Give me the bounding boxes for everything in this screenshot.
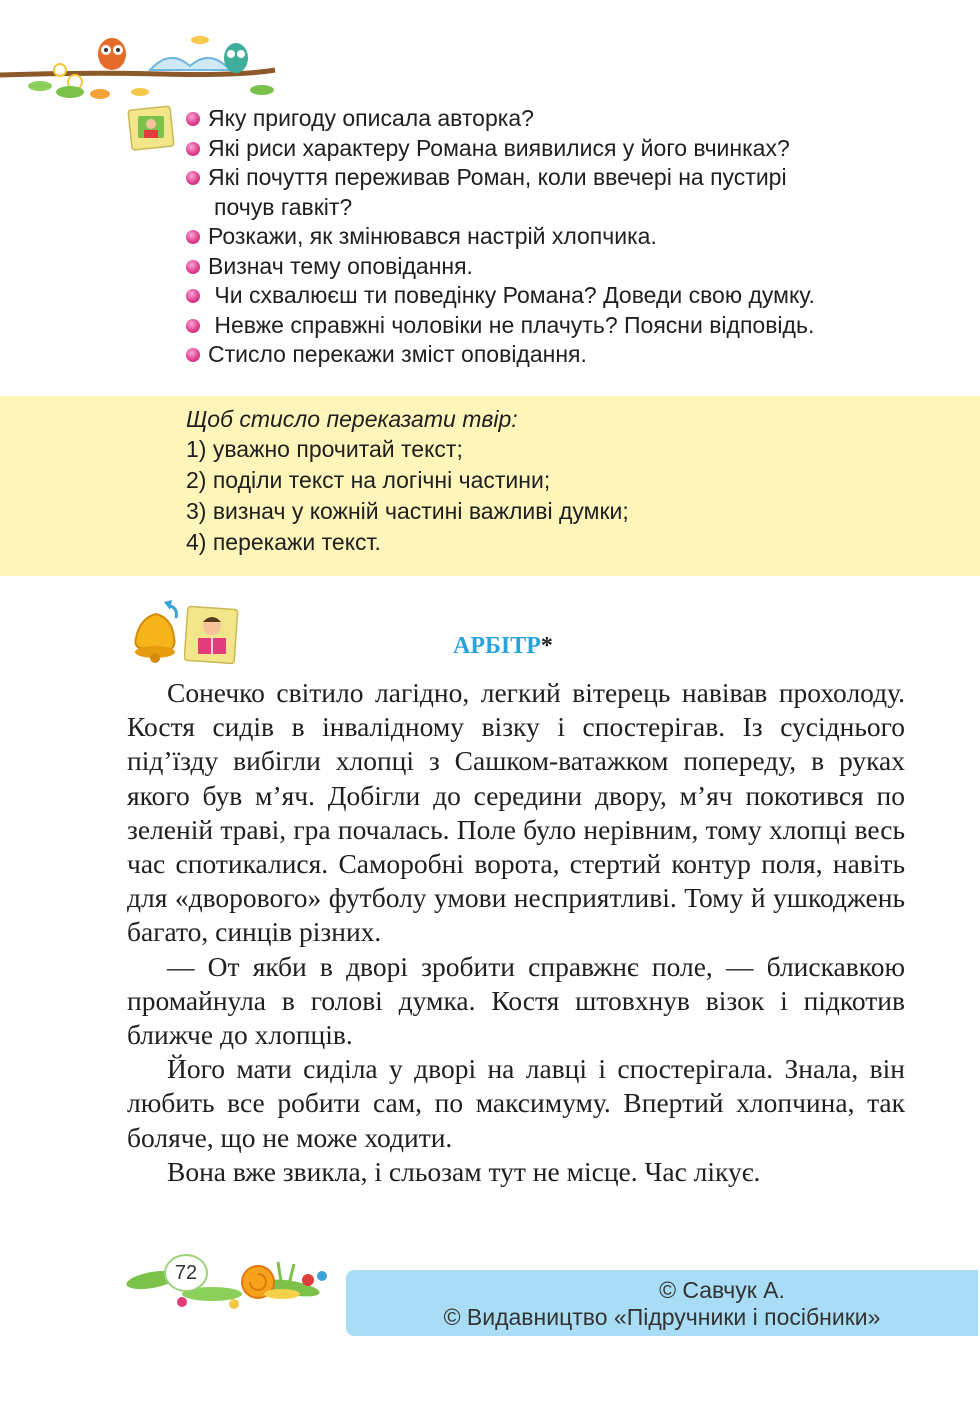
copyright-box	[346, 1270, 978, 1336]
flowers-snail-illustration	[122, 1236, 334, 1312]
footnote-mark: *	[540, 633, 553, 659]
branch-owls-book-illustration	[0, 30, 280, 110]
question-item: Які риси характеру Романа виявилися у його вчинках?	[186, 134, 946, 164]
story-paragraph: Вона вже звикла, і сльозам тут не місце. Час лікує.	[167, 1155, 761, 1187]
story-paragraph: — От якби в дворі зробити справжнє поле, — блискавкою промайнула в голові думка. Костя штовхнув візок і підкотив ближче до хлопців.	[127, 950, 905, 1051]
tip-step: 4) перекажи текст.	[186, 529, 381, 555]
tip-step: 1) уважно прочитай текст;	[186, 436, 463, 462]
bullet-icon	[186, 348, 200, 362]
question-item: Невже справжні чоловіки не плачуть? Поясни відповідь.	[186, 311, 946, 341]
tip-title: Щоб стисло переказати твір:	[186, 406, 518, 432]
tip-step: 3) визнач у кожній частині важливі думки;	[186, 498, 629, 524]
bullet-icon	[186, 319, 200, 333]
bullet-icon	[186, 289, 200, 303]
copyright-author: © Савчук А.	[659, 1277, 785, 1303]
question-item: Чи схвалюєш ти поведінку Романа? Доведи свою думку.	[186, 281, 946, 311]
bell-icon	[126, 598, 186, 666]
bullet-icon	[186, 171, 200, 185]
tip-steps	[186, 434, 629, 558]
question-item: Яку пригоду описала авторка?	[186, 104, 946, 134]
story-title: АРБІТР*	[453, 633, 553, 659]
question-item: Які почуття переживав Роман, коли ввечері на пустирі почув гавкіт?	[186, 163, 946, 222]
page-number: 72	[164, 1254, 208, 1292]
task-notebook-icon	[126, 102, 178, 154]
story-paragraph: Його мати сиділа у дворі на лавці і спостерігала. Знала, він любить все робити сам, по максимуму. Впертий хлопчина, так боляче, що не може ходити.	[127, 1053, 905, 1153]
copyright-publisher: © Видавництво «Підручники і посібники»	[443, 1304, 881, 1330]
questions-list	[186, 104, 946, 370]
question-item: Розкажи, як змінювався настрій хлопчика.	[186, 222, 946, 252]
reading-child-icon	[184, 604, 240, 666]
question-item: Стисло перекажи зміст оповідання.	[186, 340, 946, 370]
tip-step: 2) поділи текст на логічні частини;	[186, 467, 551, 493]
bullet-icon	[186, 260, 200, 274]
bullet-icon	[186, 230, 200, 244]
bullet-icon	[186, 112, 200, 126]
retelling-tip-box	[0, 396, 980, 576]
question-item: Визнач тему оповідання.	[186, 252, 946, 282]
bullet-icon	[186, 142, 200, 156]
story-text	[127, 676, 905, 1189]
story-paragraph: Сонечко світило лагідно, легкий вітерець навівав прохолоду. Костя сидів в інвалідному візку і спостерігав. Із сусіднього під’їзду вибігли хлопці з Сашком-ватажком попереду, в руках якого був м’яч. Добігли до середини двору, м’яч покотився по зеленій траві, гра почалась. Поле було нерівним, тому хлопці весь час спотикалися. Саморобні ворота, стертий контур поля, навіть для «дворового» футболу умови несприятливі. Тому й ушкоджень багато, синців різних.	[127, 677, 905, 948]
